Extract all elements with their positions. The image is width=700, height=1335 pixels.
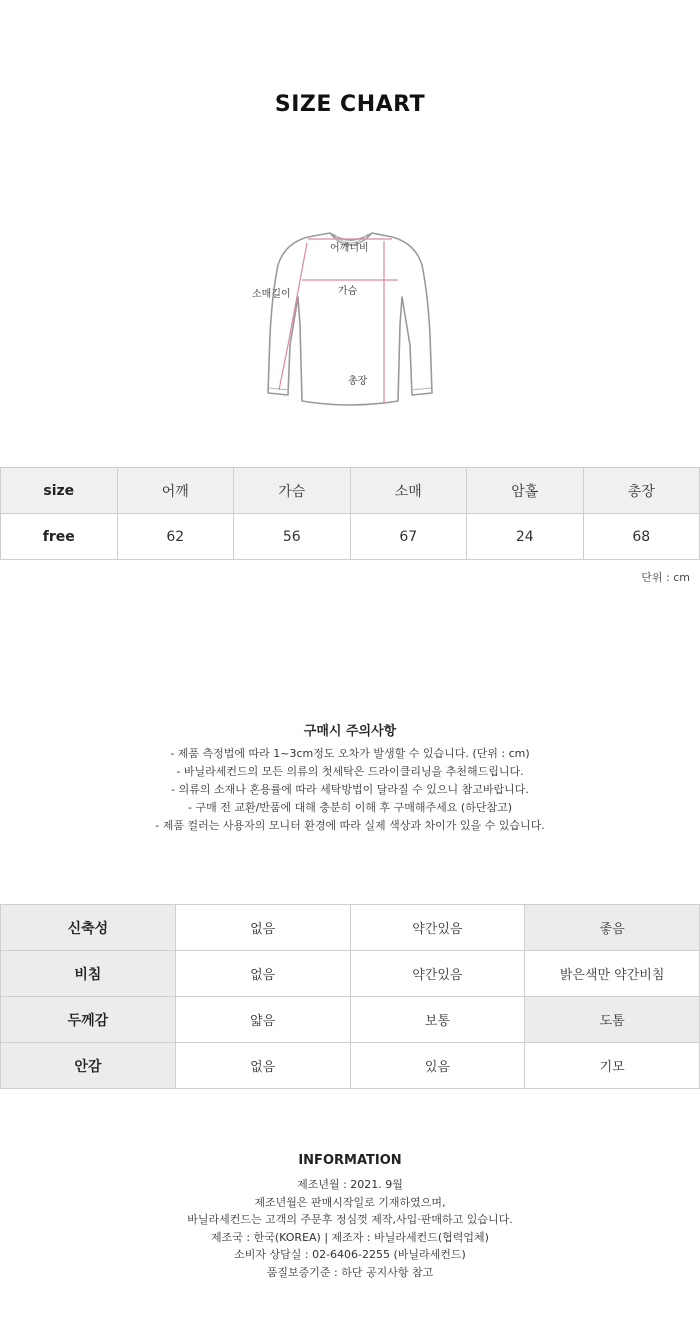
info-line: 제조년월은 판매시작일로 기재하였으며, bbox=[254, 1195, 446, 1209]
info-line: 품질보증기준 : 하단 공지사항 참고 bbox=[266, 1265, 434, 1279]
page-title: SIZE CHART bbox=[274, 92, 426, 117]
size-cell-length: 68 bbox=[583, 514, 700, 560]
attr-label-thickness: 두께감 bbox=[1, 997, 176, 1043]
attr-option-selected: 도톰 bbox=[525, 997, 700, 1043]
information-list bbox=[0, 1176, 700, 1281]
attr-option: 얇음 bbox=[175, 997, 350, 1043]
unit-note: 단위 : cm bbox=[641, 571, 690, 584]
size-header-chest: 가슴 bbox=[234, 468, 351, 514]
sleeve-label: 소매길이 bbox=[252, 289, 291, 300]
info-line: 제조년월 : 2021. 9월 bbox=[297, 1178, 403, 1191]
caution-title: 구매시 주의사항 bbox=[303, 724, 397, 739]
caution-line: - 제품 컬러는 사용자의 모니터 환경에 따라 실제 색상과 차이가 있을 수 있습니다. bbox=[155, 819, 545, 832]
info-line: 소비자 상담실 : 02-6406-2255 (바닐라세컨드) bbox=[234, 1248, 466, 1261]
attr-option: 없음 bbox=[175, 951, 350, 997]
size-row-free bbox=[1, 514, 700, 560]
attr-label-stretch: 신축성 bbox=[1, 905, 176, 951]
attr-option: 있음 bbox=[350, 1043, 525, 1089]
attr-option: 없음 bbox=[175, 1043, 350, 1089]
fabric-attribute-table bbox=[0, 904, 700, 1089]
shoulder-label: 어깨너비 bbox=[330, 243, 369, 254]
attr-option: 보통 bbox=[350, 997, 525, 1043]
attr-option: 없음 bbox=[175, 905, 350, 951]
size-cell-chest: 56 bbox=[234, 514, 351, 560]
attr-option-selected: 좋음 bbox=[525, 905, 700, 951]
length-label: 총장 bbox=[348, 376, 368, 387]
caution-line: - 제품 측정법에 따라 1~3cm정도 오차가 발생할 수 있습니다. (단위 : cm) bbox=[170, 747, 530, 760]
size-header-armhole: 암홀 bbox=[467, 468, 584, 514]
attr-row-stretch bbox=[1, 905, 700, 951]
information-title: INFORMATION bbox=[298, 1153, 402, 1168]
chest-label: 가슴 bbox=[338, 286, 358, 297]
size-cell-shoulder: 62 bbox=[117, 514, 234, 560]
size-header-size: size bbox=[1, 468, 118, 514]
attr-option: 약간있음 bbox=[350, 951, 525, 997]
measurement-diagram bbox=[250, 225, 450, 415]
caution-list bbox=[0, 745, 700, 835]
attr-option: 약간있음 bbox=[350, 905, 525, 951]
attr-row-sheerness bbox=[1, 951, 700, 997]
attr-option: 기모 bbox=[525, 1043, 700, 1089]
size-table-header bbox=[1, 468, 700, 514]
caution-line: - 의류의 소재나 혼용률에 따라 세탁방법이 달라질 수 있으니 참고바랍니다. bbox=[171, 783, 529, 796]
size-cell-sleeve: 67 bbox=[350, 514, 467, 560]
attr-row-thickness bbox=[1, 997, 700, 1043]
size-header-sleeve: 소매 bbox=[350, 468, 467, 514]
attr-row-lining bbox=[1, 1043, 700, 1089]
caution-line: - 바닐라세컨드의 모든 의류의 첫세탁은 드라이클리닝을 추천해드립니다. bbox=[176, 765, 524, 778]
size-cell-armhole: 24 bbox=[467, 514, 584, 560]
attr-label-sheerness: 비침 bbox=[1, 951, 176, 997]
attr-label-lining: 안감 bbox=[1, 1043, 176, 1089]
size-header-shoulder: 어깨 bbox=[117, 468, 234, 514]
info-line: 바닐라세컨드는 고객의 주문후 정심껏 제작,사입·판매하고 있습니다. bbox=[187, 1213, 513, 1226]
size-table bbox=[0, 467, 700, 560]
size-header-length: 총장 bbox=[583, 468, 700, 514]
caution-line: - 구매 전 교환/반품에 대해 충분히 이해 후 구매해주세요 (하단참고) bbox=[187, 801, 512, 814]
size-cell-name: free bbox=[1, 514, 118, 560]
attr-option: 밝은색만 약간비침 bbox=[525, 951, 700, 997]
info-line: 제조국 : 한국(KOREA) | 제조자 : 바닐라세컨드(협력업체) bbox=[211, 1230, 489, 1244]
